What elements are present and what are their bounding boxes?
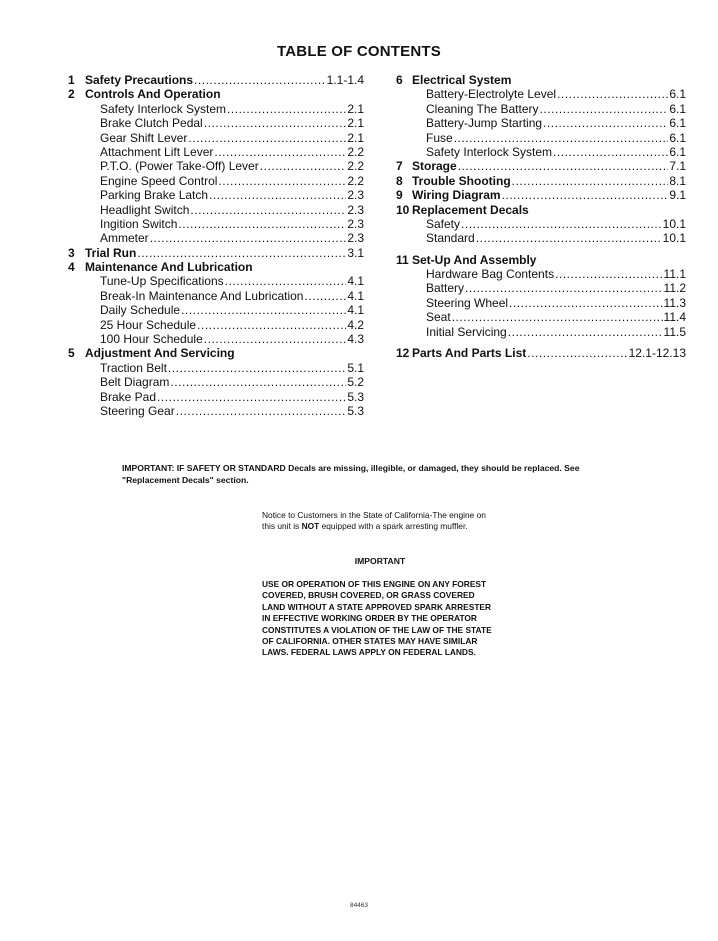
toc-label: Battery-Electrolyte Level [426, 87, 557, 102]
toc-leader-dots [204, 116, 347, 130]
toc-item [396, 131, 686, 145]
toc-spacer [396, 246, 686, 253]
toc-item [68, 231, 364, 245]
toc-leader-dots [150, 231, 347, 245]
toc-label: Parking Brake Latch [100, 188, 209, 203]
toc-section [396, 253, 686, 267]
toc-leader-dots [512, 174, 669, 188]
toc-leader-dots [555, 267, 662, 281]
spark-arrester-warning: USE OR OPERATION OF THIS ENGINE ON ANY FOREST COVERED, BRUSH COVERED, OR GRASS COVERED LAND WITHOUT A STATE APPROVED SPARK ARRESTER IN EFFECTIVE WORKING ORDER BY THE OPERATOR CONSTITUTES A VIOLATION OF THE LAW OF THE STATE OF CALIFORNIA. OTHER STATES MAY HAVE SIMILAR LAWS. FEDERAL LAWS APPLY ON FEDERAL LANDS. [262, 579, 492, 658]
toc-page-number: 10.1 [662, 231, 686, 246]
toc-page-number: 11.1 [663, 267, 686, 282]
toc-label: Replacement Decals [412, 202, 529, 217]
toc-page-number: 4.2 [347, 317, 364, 332]
toc-label: Trouble Shooting [412, 173, 511, 188]
toc-page-number: 4.3 [347, 332, 364, 347]
toc-label: Standard [426, 231, 475, 246]
toc-section [396, 346, 686, 360]
document-code: 84463 [349, 902, 369, 909]
toc-leader-dots [137, 246, 346, 260]
toc-label: Storage [412, 159, 457, 174]
toc-section [396, 73, 686, 87]
toc-label: Maintenance And Lubrication [85, 260, 253, 275]
toc-leader-dots [540, 102, 669, 116]
toc-leader-dots [197, 318, 346, 332]
toc-item [396, 116, 686, 130]
toc-item [68, 375, 364, 389]
toc-leader-dots [181, 303, 346, 317]
toc-label: Ammeter [100, 231, 149, 246]
toc-label: Fuse [426, 130, 453, 145]
toc-leader-dots [176, 404, 347, 418]
toc-label: 25 Hour Schedule [100, 317, 197, 332]
toc-leader-dots [214, 145, 346, 159]
toc-leader-dots [458, 159, 669, 173]
toc-item [68, 174, 364, 188]
decal-important-notice: IMPORTANT: IF SAFETY OR STANDARD Decals are missing, illegible, or damaged, they should be replaced. See "Replacement Decals" section. [122, 463, 580, 485]
toc-label: Safety Interlock System [100, 101, 227, 116]
toc-leader-dots [188, 131, 346, 145]
toc-section [396, 203, 686, 217]
toc-page-number: 2.3 [347, 188, 364, 203]
toc-section-number: 7 [396, 159, 403, 174]
toc-label: Battery [426, 281, 465, 296]
california-notice-text-after: equipped with a spark arresting muffler. [319, 521, 468, 532]
toc-item [68, 303, 364, 317]
toc-leader-dots [170, 375, 346, 389]
toc-page-number: 11.5 [663, 324, 686, 339]
toc-section-number: 6 [396, 73, 403, 87]
toc-label: Traction Belt [100, 360, 167, 375]
toc-label: Set-Up And Assembly [412, 252, 537, 267]
toc-label: Brake Pad [100, 389, 157, 404]
toc-leader-dots [553, 145, 668, 159]
toc-section [68, 260, 364, 274]
toc-leader-dots [452, 310, 663, 324]
toc-item [68, 390, 364, 404]
toc-leader-dots [218, 174, 346, 188]
toc-label: Trial Run [85, 245, 137, 260]
toc-label: Steering Wheel [426, 295, 509, 310]
toc-spacer [396, 339, 686, 346]
toc-label: 100 Hour Schedule [100, 332, 203, 347]
toc-label: Steering Gear [100, 403, 175, 418]
toc-section-number: 3 [68, 245, 75, 260]
toc-leader-dots [557, 87, 668, 101]
toc-leader-dots [260, 159, 347, 173]
toc-item [396, 310, 686, 324]
important-heading: IMPORTANT [354, 556, 406, 566]
toc-label: Hardware Bag Contents [426, 267, 555, 282]
toc-page-number: 11.3 [663, 295, 686, 310]
toc-page-number: 2.3 [347, 216, 364, 231]
toc-page-number: 6.1 [669, 101, 686, 116]
toc-label: Electrical System [412, 73, 512, 87]
toc-page-number: 3.1 [347, 245, 364, 260]
toc-page-number: 5.3 [347, 389, 364, 404]
toc-item [396, 267, 686, 281]
toc-leader-dots [204, 332, 347, 346]
toc-item [68, 332, 364, 346]
toc-label: Wiring Diagram [412, 188, 501, 203]
toc-page-number: 4.1 [347, 274, 364, 289]
toc-section [396, 159, 686, 173]
toc-section [68, 73, 364, 87]
toc-leader-dots [168, 361, 346, 375]
toc-label: Seat [426, 310, 451, 325]
toc-label: Safety Interlock System [426, 144, 553, 159]
toc-page-number: 2.2 [347, 144, 364, 159]
toc-page-number: 2.2 [347, 173, 364, 188]
toc-page-number: 6.1 [669, 87, 686, 102]
toc-section [68, 87, 364, 101]
toc-leader-dots [461, 217, 662, 231]
toc-page-number: 7.1 [669, 159, 686, 174]
toc-leader-dots [157, 390, 346, 404]
toc-leader-dots [527, 346, 627, 360]
toc-page-number: 5.1 [347, 360, 364, 375]
toc-section-number: 1 [68, 73, 75, 87]
toc-section-number: 8 [396, 173, 403, 188]
toc-item [68, 145, 364, 159]
toc-item [68, 203, 364, 217]
toc-item [68, 102, 364, 116]
toc-item [68, 188, 364, 202]
toc-section-number: 9 [396, 188, 403, 203]
toc-page-number: 5.3 [347, 403, 364, 418]
toc-label: Daily Schedule [100, 303, 181, 318]
toc-section-number: 10 [396, 202, 410, 217]
toc-page-number: 1.1-1.4 [326, 73, 364, 87]
toc-label: Cleaning The Battery [426, 101, 539, 116]
toc-label: Battery-Jump Starting [426, 116, 543, 131]
toc-item [68, 318, 364, 332]
toc-label: Headlight Switch [100, 202, 190, 217]
toc-label: Safety [426, 216, 461, 231]
toc-section-number: 11 [396, 252, 409, 267]
toc-page-number: 2.3 [347, 231, 364, 246]
toc-item [68, 361, 364, 375]
toc-leader-dots [194, 73, 326, 87]
toc-label: Safety Precautions [85, 73, 194, 87]
toc-leader-dots [543, 116, 668, 130]
toc-item [68, 217, 364, 231]
toc-left-column [68, 73, 364, 418]
toc-page-number: 2.2 [347, 159, 364, 174]
toc-section-number: 4 [68, 260, 75, 275]
toc-leader-dots [225, 274, 347, 288]
toc-item [68, 131, 364, 145]
toc-section [396, 188, 686, 202]
toc-page-number: 2.1 [347, 101, 364, 116]
toc-item [396, 281, 686, 295]
toc-item [396, 87, 686, 101]
toc-label: Break-In Maintenance And Lubrication [100, 288, 304, 303]
toc-label: Tune-Up Specifications [100, 274, 224, 289]
toc-page-number: 11.2 [663, 281, 686, 296]
toc-item [396, 296, 686, 310]
toc-page-number: 2.1 [347, 130, 364, 145]
toc-section-number: 2 [68, 87, 75, 102]
toc-page-number: 8.1 [669, 173, 686, 188]
toc-item [68, 159, 364, 173]
toc-item [68, 289, 364, 303]
toc-leader-dots [508, 325, 663, 339]
toc-leader-dots [476, 231, 662, 245]
toc-section [68, 246, 364, 260]
toc-label: Belt Diagram [100, 375, 170, 390]
toc-page-number: 11.4 [663, 310, 686, 325]
toc-page-number: 4.1 [347, 288, 364, 303]
toc-leader-dots [209, 188, 346, 202]
toc-label: Adjustment And Servicing [85, 346, 235, 361]
toc-label: Brake Clutch Pedal [100, 116, 203, 131]
toc-leader-dots [304, 289, 346, 303]
toc-page-number: 4.1 [347, 303, 364, 318]
toc-item [68, 274, 364, 288]
toc-leader-dots [465, 281, 663, 295]
toc-item [396, 217, 686, 231]
toc-label: Attachment Lift Lever [100, 144, 214, 159]
toc-label: P.T.O. (Power Take-Off) Lever [100, 159, 259, 174]
toc-page-number: 12.1-12.13 [628, 346, 686, 361]
toc-section-number: 12 [396, 346, 410, 361]
toc-section-number: 5 [68, 346, 75, 361]
toc-leader-dots [509, 296, 662, 310]
page-title: TABLE OF CONTENTS [277, 43, 441, 60]
toc-item [68, 404, 364, 418]
toc-leader-dots [502, 188, 669, 202]
california-notice [262, 510, 498, 533]
toc-page-number: 5.2 [347, 375, 364, 390]
toc-page-number: 6.1 [669, 116, 686, 131]
toc-item [68, 116, 364, 130]
toc-label: Ingition Switch [100, 216, 178, 231]
toc-section [68, 346, 364, 360]
toc-label: Gear Shift Lever [100, 130, 188, 145]
toc-page-number: 6.1 [669, 130, 686, 145]
toc-page-number: 2.1 [347, 116, 364, 131]
toc-label: Parts And Parts List [412, 346, 527, 361]
toc-page-number: 10.1 [662, 216, 686, 231]
toc-page-number: 6.1 [669, 144, 686, 159]
toc-leader-dots [190, 203, 346, 217]
toc-item [396, 231, 686, 245]
toc-leader-dots [227, 102, 346, 116]
toc-leader-dots [178, 217, 346, 231]
toc-item [396, 145, 686, 159]
toc-label: Initial Servicing [426, 324, 507, 339]
california-notice-text-before: Notice to Customers in the State of California-The engine on this unit is [262, 510, 486, 532]
toc-right-column [396, 73, 686, 360]
california-notice-emphasis: NOT [301, 521, 320, 532]
toc-label: Engine Speed Control [100, 173, 218, 188]
toc-label: Controls And Operation [85, 87, 221, 102]
toc-item [396, 325, 686, 339]
toc-section [396, 174, 686, 188]
toc-page-number: 9.1 [669, 188, 686, 203]
toc-leader-dots [454, 131, 669, 145]
toc-page-number: 2.3 [347, 202, 364, 217]
toc-item [396, 102, 686, 116]
